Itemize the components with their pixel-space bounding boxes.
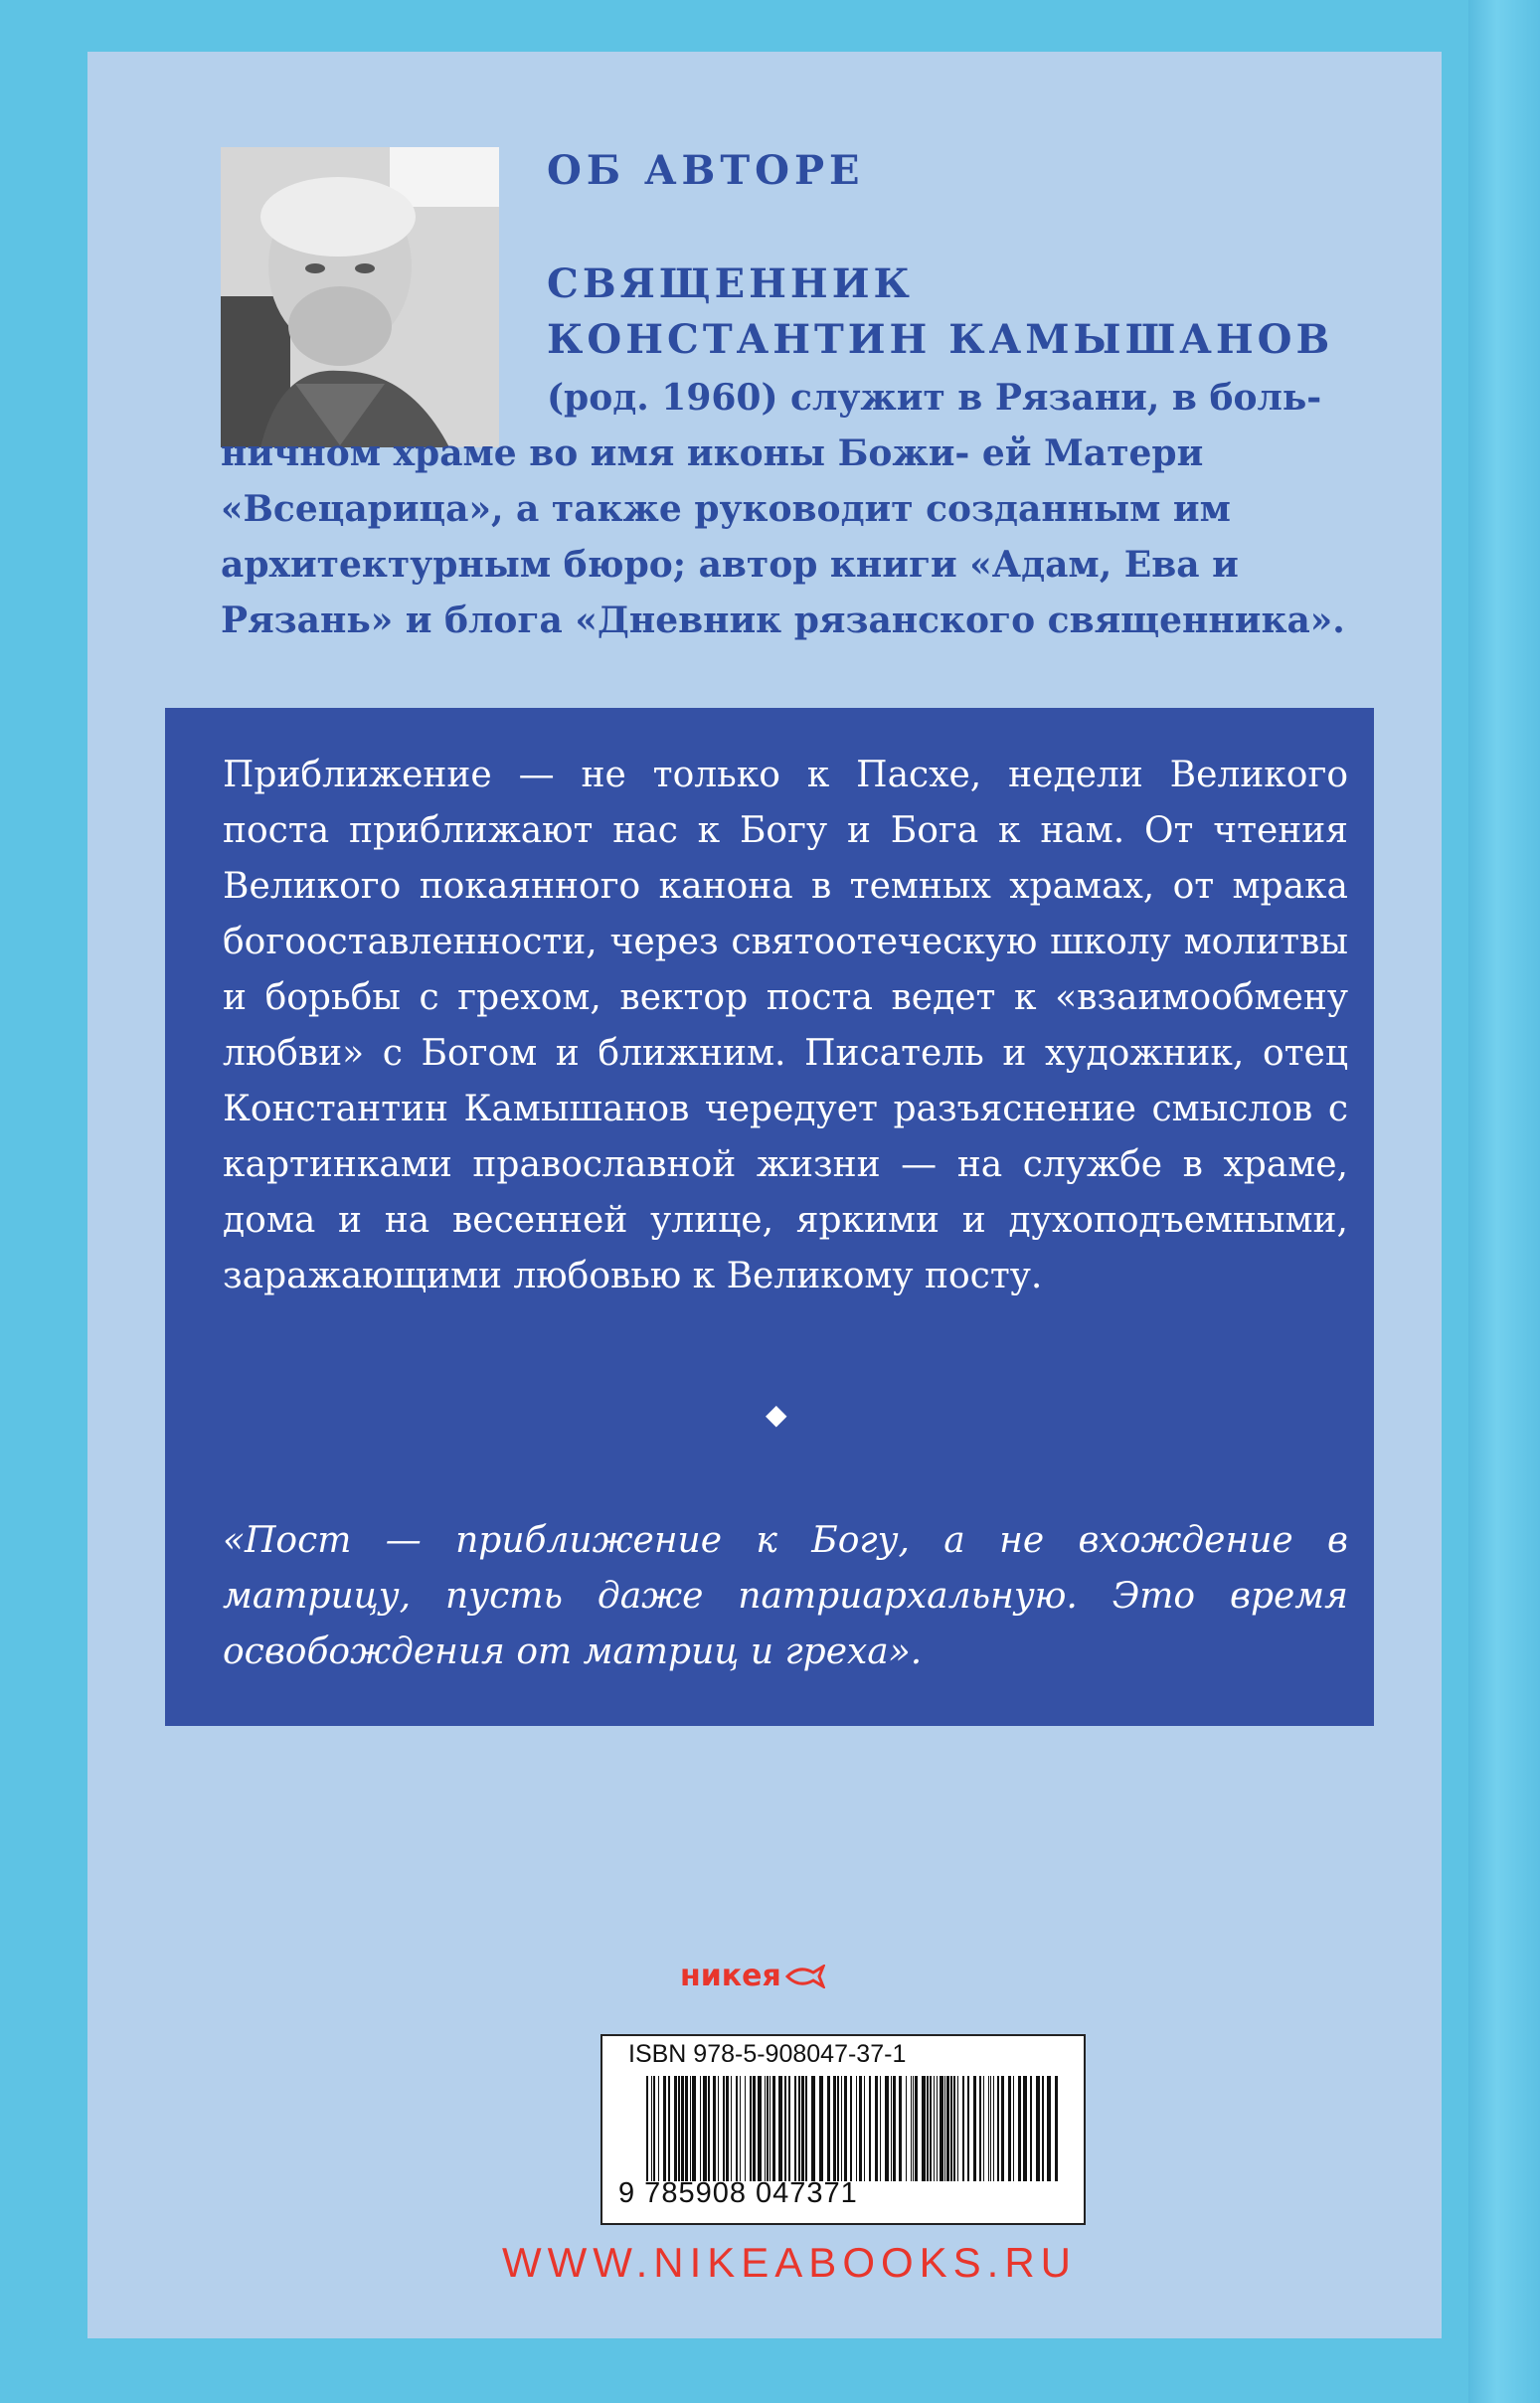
author-title: СВЯЩЕННИК — [547, 260, 914, 307]
publisher-logo — [680, 1959, 825, 1993]
about-author-heading: ОБ АВТОРЕ — [547, 147, 865, 194]
author-bio-first-line: (род. 1960) служит в Рязани, в боль- — [547, 377, 1322, 419]
book-quote: «Пост — приближение к Богу, а не вхождение в матрицу, пусть даже патриархальную. Это время освобождения от матриц и греха». — [223, 1520, 1348, 1672]
book-description: Приближение — не только к Пасхе, недели Великого поста приближают нас к Богу и Бога к нам. От чтения Великого покаянного канона в темных храмах, от мрака богооставленности, через святоотеческую школу молитвы и борьбы с грехом, вектор поста ведет к «взаимообмену любви» с Богом и ближним. Писатель и художник, отец Константин Камышанов чередует разъяснение смыслов с картинками православной жизни — на службе в храме, дома и на весенней улице, яркими и духоподъемными, заражающими любовью к Великому посту. — [223, 755, 1348, 1296]
publisher-name: никея — [680, 1959, 781, 1993]
cover-edge — [1468, 0, 1540, 2403]
author-name — [547, 257, 1333, 368]
barcode-digits: 9 785908 047371 — [618, 2177, 858, 2209]
author-bio — [221, 370, 1354, 648]
fish-icon — [785, 1965, 825, 1988]
author-fullname: КОНСТАНТИН КАМЫШАНОВ — [547, 316, 1334, 363]
diamond-separator-icon: ◆ — [766, 1398, 787, 1431]
barcode-bars — [646, 2076, 1064, 2181]
isbn-number: ISBN 978-5-908047-37-1 — [628, 2040, 907, 2068]
publisher-website: WWW.NIKEABOOKS.RU — [501, 2239, 1078, 2286]
author-bio-rest: ничном храме во имя иконы Божи- ей Матери «Всецарица», а также руководит созданным им архитектурным бюро; автор книги «Адам, Ева и Рязань» и блога «Дневник рязанского священника». — [221, 432, 1345, 641]
